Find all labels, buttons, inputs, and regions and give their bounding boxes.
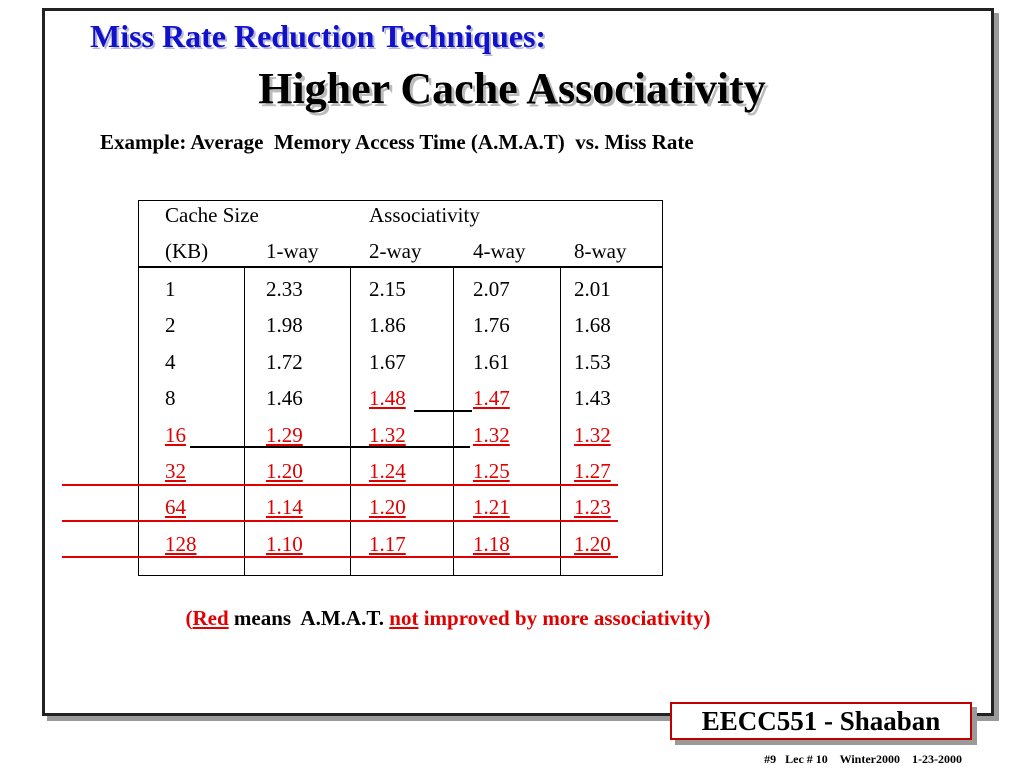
table-cell-amat: 1.43 (574, 386, 611, 410)
table-header-cell: 8-way (574, 239, 627, 263)
table-cell-amat: 1.72 (266, 350, 303, 374)
table-col-divider (244, 266, 245, 576)
table-cell-amat: 1.53 (574, 350, 611, 374)
table-cell-amat: 1.24 (369, 459, 406, 483)
table-cell-amat: 1.21 (473, 495, 510, 519)
table-cell-amat: 1.17 (369, 532, 406, 556)
red-row-separator (62, 556, 618, 558)
table-cell-amat: 1.48 (369, 386, 406, 410)
table-cell-amat: 1.18 (473, 532, 510, 556)
table-col-divider (350, 266, 351, 576)
note-open-paren: ( (185, 606, 193, 630)
table-header-cell: 4-way (473, 239, 526, 263)
legend-note (0, 606, 896, 631)
table-cell-amat: 1.98 (266, 313, 303, 337)
slide-subtitle: Example: Average Memory Access Time (A.M.A.T) vs. Miss Rate (100, 130, 694, 154)
table-cell-size: 1 (165, 277, 176, 301)
table-cell-amat: 2.15 (369, 277, 406, 301)
note-rest-text: improved by more associativity (418, 606, 704, 630)
table-cell-amat: 1.27 (574, 459, 611, 483)
row-separator (414, 410, 472, 412)
note-red-word: Red (192, 606, 229, 630)
table-cell-amat: 2.07 (473, 277, 510, 301)
note-close-paren: ) (703, 606, 711, 630)
table-cell-size: 16 (165, 423, 186, 447)
table-cell-amat: 2.01 (574, 277, 611, 301)
table-cell-amat: 1.32 (574, 423, 611, 447)
table-cell-amat: 1.20 (266, 459, 303, 483)
table-cell-size: 64 (165, 495, 186, 519)
table-header-rule (138, 266, 663, 268)
table-cell-amat: 1.47 (473, 386, 510, 410)
table-cell-size: 2 (165, 313, 176, 337)
note-middle-text: means A.M.A.T. (228, 606, 390, 630)
slide-footer: #9 Lec # 10 Winter2000 1-23-2000 (764, 752, 962, 766)
table-col-divider (560, 266, 561, 576)
slide-title-line2: Higher Cache Associativity (258, 64, 766, 113)
table-cell-amat: 1.86 (369, 313, 406, 337)
table-cell-size: 4 (165, 350, 176, 374)
table-header-cell: 1-way (266, 239, 319, 263)
table-cell-size: 128 (165, 532, 197, 556)
table-cell-amat: 1.10 (266, 532, 303, 556)
table-cell-amat: 1.68 (574, 313, 611, 337)
table-cell-amat: 1.61 (473, 350, 510, 374)
table-cell-amat: 1.67 (369, 350, 406, 374)
table-cell-amat: 1.14 (266, 495, 303, 519)
table-header-cell: 2-way (369, 239, 422, 263)
table-cell-amat: 1.46 (266, 386, 303, 410)
slide-title-line1: Miss Rate Reduction Techniques: (90, 18, 547, 54)
row-separator (190, 446, 470, 448)
table-header-associativity: Associativity (369, 203, 480, 227)
table-cell-amat: 1.23 (574, 495, 611, 519)
table-cell-size: 32 (165, 459, 186, 483)
table-cell-amat: 1.20 (574, 532, 611, 556)
table-cell-amat: 1.20 (369, 495, 406, 519)
table-header-cache-size: Cache Size (165, 203, 259, 227)
note-not-word: not (389, 606, 419, 630)
table-cell-amat: 1.25 (473, 459, 510, 483)
red-row-separator (62, 520, 618, 522)
table-header-cell: (KB) (165, 239, 209, 263)
table-cell-amat: 1.32 (369, 423, 406, 447)
course-badge: EECC551 - Shaaban (670, 702, 972, 740)
table-cell-amat: 1.32 (473, 423, 510, 447)
table-cell-amat: 2.33 (266, 277, 303, 301)
red-row-separator (62, 484, 618, 486)
table-cell-size: 8 (165, 386, 176, 410)
table-cell-amat: 1.76 (473, 313, 510, 337)
table-cell-amat: 1.29 (266, 423, 303, 447)
table-col-divider (453, 266, 454, 576)
